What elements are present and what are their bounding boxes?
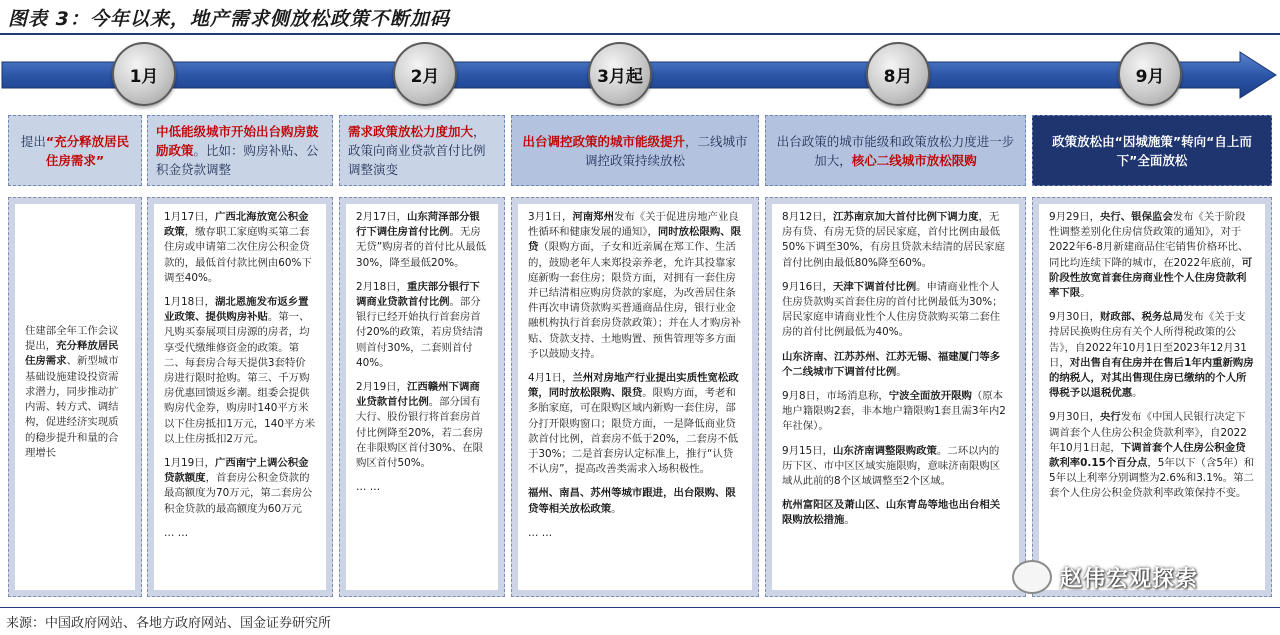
column-feb-policies	[339, 197, 505, 597]
policy-item: 4月1日，兰州对房地产行业提出实质性宽松政策，同时放松限购、限贷。限购方面，考老和多胎家庭，可在限购区域内新购一套住房，部分打开限购窗口；限贷方面，一是降低商业贷款首付比例，首套房不低于20%，二套房不低于30%；二是首套房认定标准上，推行“认贷不认房”，提高改善类需求入场积极性。	[528, 372, 739, 476]
policy-item: 9月30日，央行发布《中国人民银行决定下调首套个人住房公积金贷款利率》，自2022年10月1日起，下调首套个人住房公积金贷款利率0.15个百分点，5年以下（含5年）和5年以上利率分别调整为2.6%和3.1%。第二套个人住房公积金贷款利率政策保持不变。	[1049, 411, 1255, 500]
header-highlight: 出台调控政策的城市能级提升	[522, 133, 685, 149]
policy-item: 2月18日，重庆部分银行下调商业贷款首付比例。部分银行已经开始执行首套房首付20%的政策，若房贷结清则首付30%，二套则首付40%。	[356, 280, 483, 369]
policy-item: 2月19日，江西赣州下调商业贷款首付比例。部分国有大行、股份银行将首套房首付比例降至20%，若二套房在非限购区首付30%、在限购区首付50%。	[356, 381, 483, 470]
column-jan-summary	[8, 197, 142, 597]
timeline-node-sep: 9月	[1118, 42, 1182, 106]
policy-item: 山东济南、江苏苏州、江苏无锡、福建厦门等多个二线城市下调首付比例。	[782, 350, 1001, 378]
policy-item: 1月18日，湖北恩施发布返乡置业政策、提供购房补贴。第一、凡购买泰展项目房源的房者，均享受代缴维修资金的政策。第二、每套房合每天提供3套特价房进行限时抢购。第三、千万购房优惠回馈返乡潮。组委会提供购房代金券，购房时140平方米以下住房抵扣1万元，140平方米以上住房抵扣2万元。	[164, 296, 316, 445]
policy-item: 9月8日，市场消息称，宁波全面放开限购（原本地户籍限购2套，非本地户籍限购1套且需3年内2年社保）。	[782, 390, 1006, 433]
header-sep	[1032, 115, 1272, 186]
column-aug-policies	[765, 197, 1026, 597]
header-text: 。比如：购房补贴、公积金贷款调整	[156, 143, 319, 177]
header-text: ，政策向商业贷款首付比例调整演变	[348, 124, 486, 177]
column-sep-policies	[1032, 197, 1272, 597]
timeline-node-aug: 8月	[866, 42, 930, 106]
header-mar	[511, 115, 759, 186]
header-text: 政策放松由“因城施策”转向	[1052, 133, 1207, 149]
header-feb	[339, 115, 505, 186]
policy-item: 9月29日，央行、银保监会发布《关于阶段性调整差别化住房信贷政策的通知》，对于2022年6-8月新建商品住宅销售价格环比、同比均连续下降的城市，在2022年底前，可阶段性放宽首套住房商业性个人住房贷款利率下限。	[1049, 211, 1253, 300]
policy-summary: 住建部全年工作会议提出，充分释放居民住房需求、新型城市基础设施建设投资需求潜力，同步推动扩内需、转方式、调结构，促进经济实现质的稳步提升和量的合理增长	[25, 325, 119, 459]
policy-item: 9月30日，财政部、税务总局发布《关于支持居民换购住房有关个人所得税政策的公告》，自2022年10月1日至2023年12月31日，对出售自有住房并在售后1年内重新购房的纳税人，对其出售现住房已缴纳的个人所得税予以退税优惠。	[1049, 311, 1254, 400]
header-jan-b	[147, 115, 333, 186]
figure-title: 图表 3：今年以来，地产需求侧放松政策不断加码	[8, 8, 450, 30]
column-jan-policies	[147, 197, 333, 597]
source-note: 来源：中国政府网站、各地方政府网站、国金证券研究所	[6, 616, 332, 631]
source-rule	[0, 607, 1280, 608]
header-text: 全面放松	[1137, 152, 1188, 168]
header-text: ，二线城市调控政策持续放松	[584, 133, 748, 168]
timeline-node-feb: 2月	[393, 42, 457, 106]
header-highlight: “充分释放居民住房需求”	[45, 133, 130, 168]
header-aug	[765, 115, 1026, 186]
timeline-node-jan: 1月	[112, 42, 176, 106]
ellipsis: … …	[164, 526, 189, 539]
title-rule	[0, 33, 1280, 35]
wechat-icon	[1012, 560, 1052, 594]
policy-item: 9月15日，山东济南调整限购政策。二环以内的历下区、市中区区域实施限购，意味济南限购区域从此前的8个区域调整至2个区域。	[782, 444, 1001, 488]
header-text: 出台政策的城市能级和政策放松力度进一步加大，	[776, 133, 1015, 168]
header-highlight: “自上而下”	[1116, 133, 1252, 168]
policy-item: 1月19日，广西南宁上调公积金贷款额度，首套房公积金贷款的最高额度为70万元，第二套房公积金贷款的最高额度为60万元	[164, 457, 313, 515]
policy-item: 8月12日，江苏南京加大首付比例下调力度，无房有贷、有房无贷的居民家庭，首付比例由最低50%下调至30%，有房且贷款未结清的居民家庭首付比例由最低80%降至60%。	[782, 211, 1005, 269]
header-text: 提出	[20, 133, 46, 149]
policy-item: 杭州富阳区及萧山区、山东青岛等地也出台相关限购放松措施。	[782, 499, 1001, 527]
header-highlight: 中低能级城市开始出台购房鼓励政策	[156, 124, 319, 158]
policy-item: 2月17日，山东菏泽部分银行下调住房首付比例。无房无贷”购房者的首付比从最低30%，降至最低20%。	[356, 211, 487, 269]
ellipsis: … …	[356, 481, 381, 494]
column-mar-policies	[511, 197, 759, 597]
header-highlight: 核心二线城市放松限购	[851, 152, 977, 168]
policy-item: 1月17日，广西北海放宽公积金政策，缴存职工家庭购买第二套住房或申请第二次住房公积金贷款的，最低首付款比例由60%下调至40%。	[164, 211, 312, 284]
timeline-node-mar: 3月起	[588, 42, 652, 106]
header-jan-a	[8, 115, 142, 186]
ellipsis: … …	[528, 526, 553, 539]
policy-item: 3月1日，河南郑州发布《关于促进房地产业良性循环和健康发展的通知》，同时放松限购、限贷（限购方面，子女和近亲属在郑工作、生活的，鼓励老年人来郑投亲养老，允许其投靠家庭新购一套住房；限贷方面，对拥有一套住房并已结清相应购房贷款的家庭，为改善居住条件再次申请贷款购买普通商品住房，银行业金融机构执行首套房贷款政策）；并在人才购房补贴、贷款支持、土地购置、预售管理等多方面予以鼓励支持。	[528, 211, 742, 360]
policy-item: 福州、南昌、苏州等城市跟进，出台限购、限贷等相关放松政策。	[528, 487, 736, 515]
policy-item: 9月16日，天津下调首付比例。申请商业性个人住房贷款购买首套住房的首付比例最低为30%；居民家庭申请商业性个人住房贷款购买第二套住房的首付比例最低为40%。	[782, 280, 1003, 339]
watermark	[1012, 555, 1274, 599]
watermark-text: 赵伟宏观探索	[1060, 566, 1199, 592]
header-highlight: 需求政策放松力度加大	[348, 124, 474, 139]
